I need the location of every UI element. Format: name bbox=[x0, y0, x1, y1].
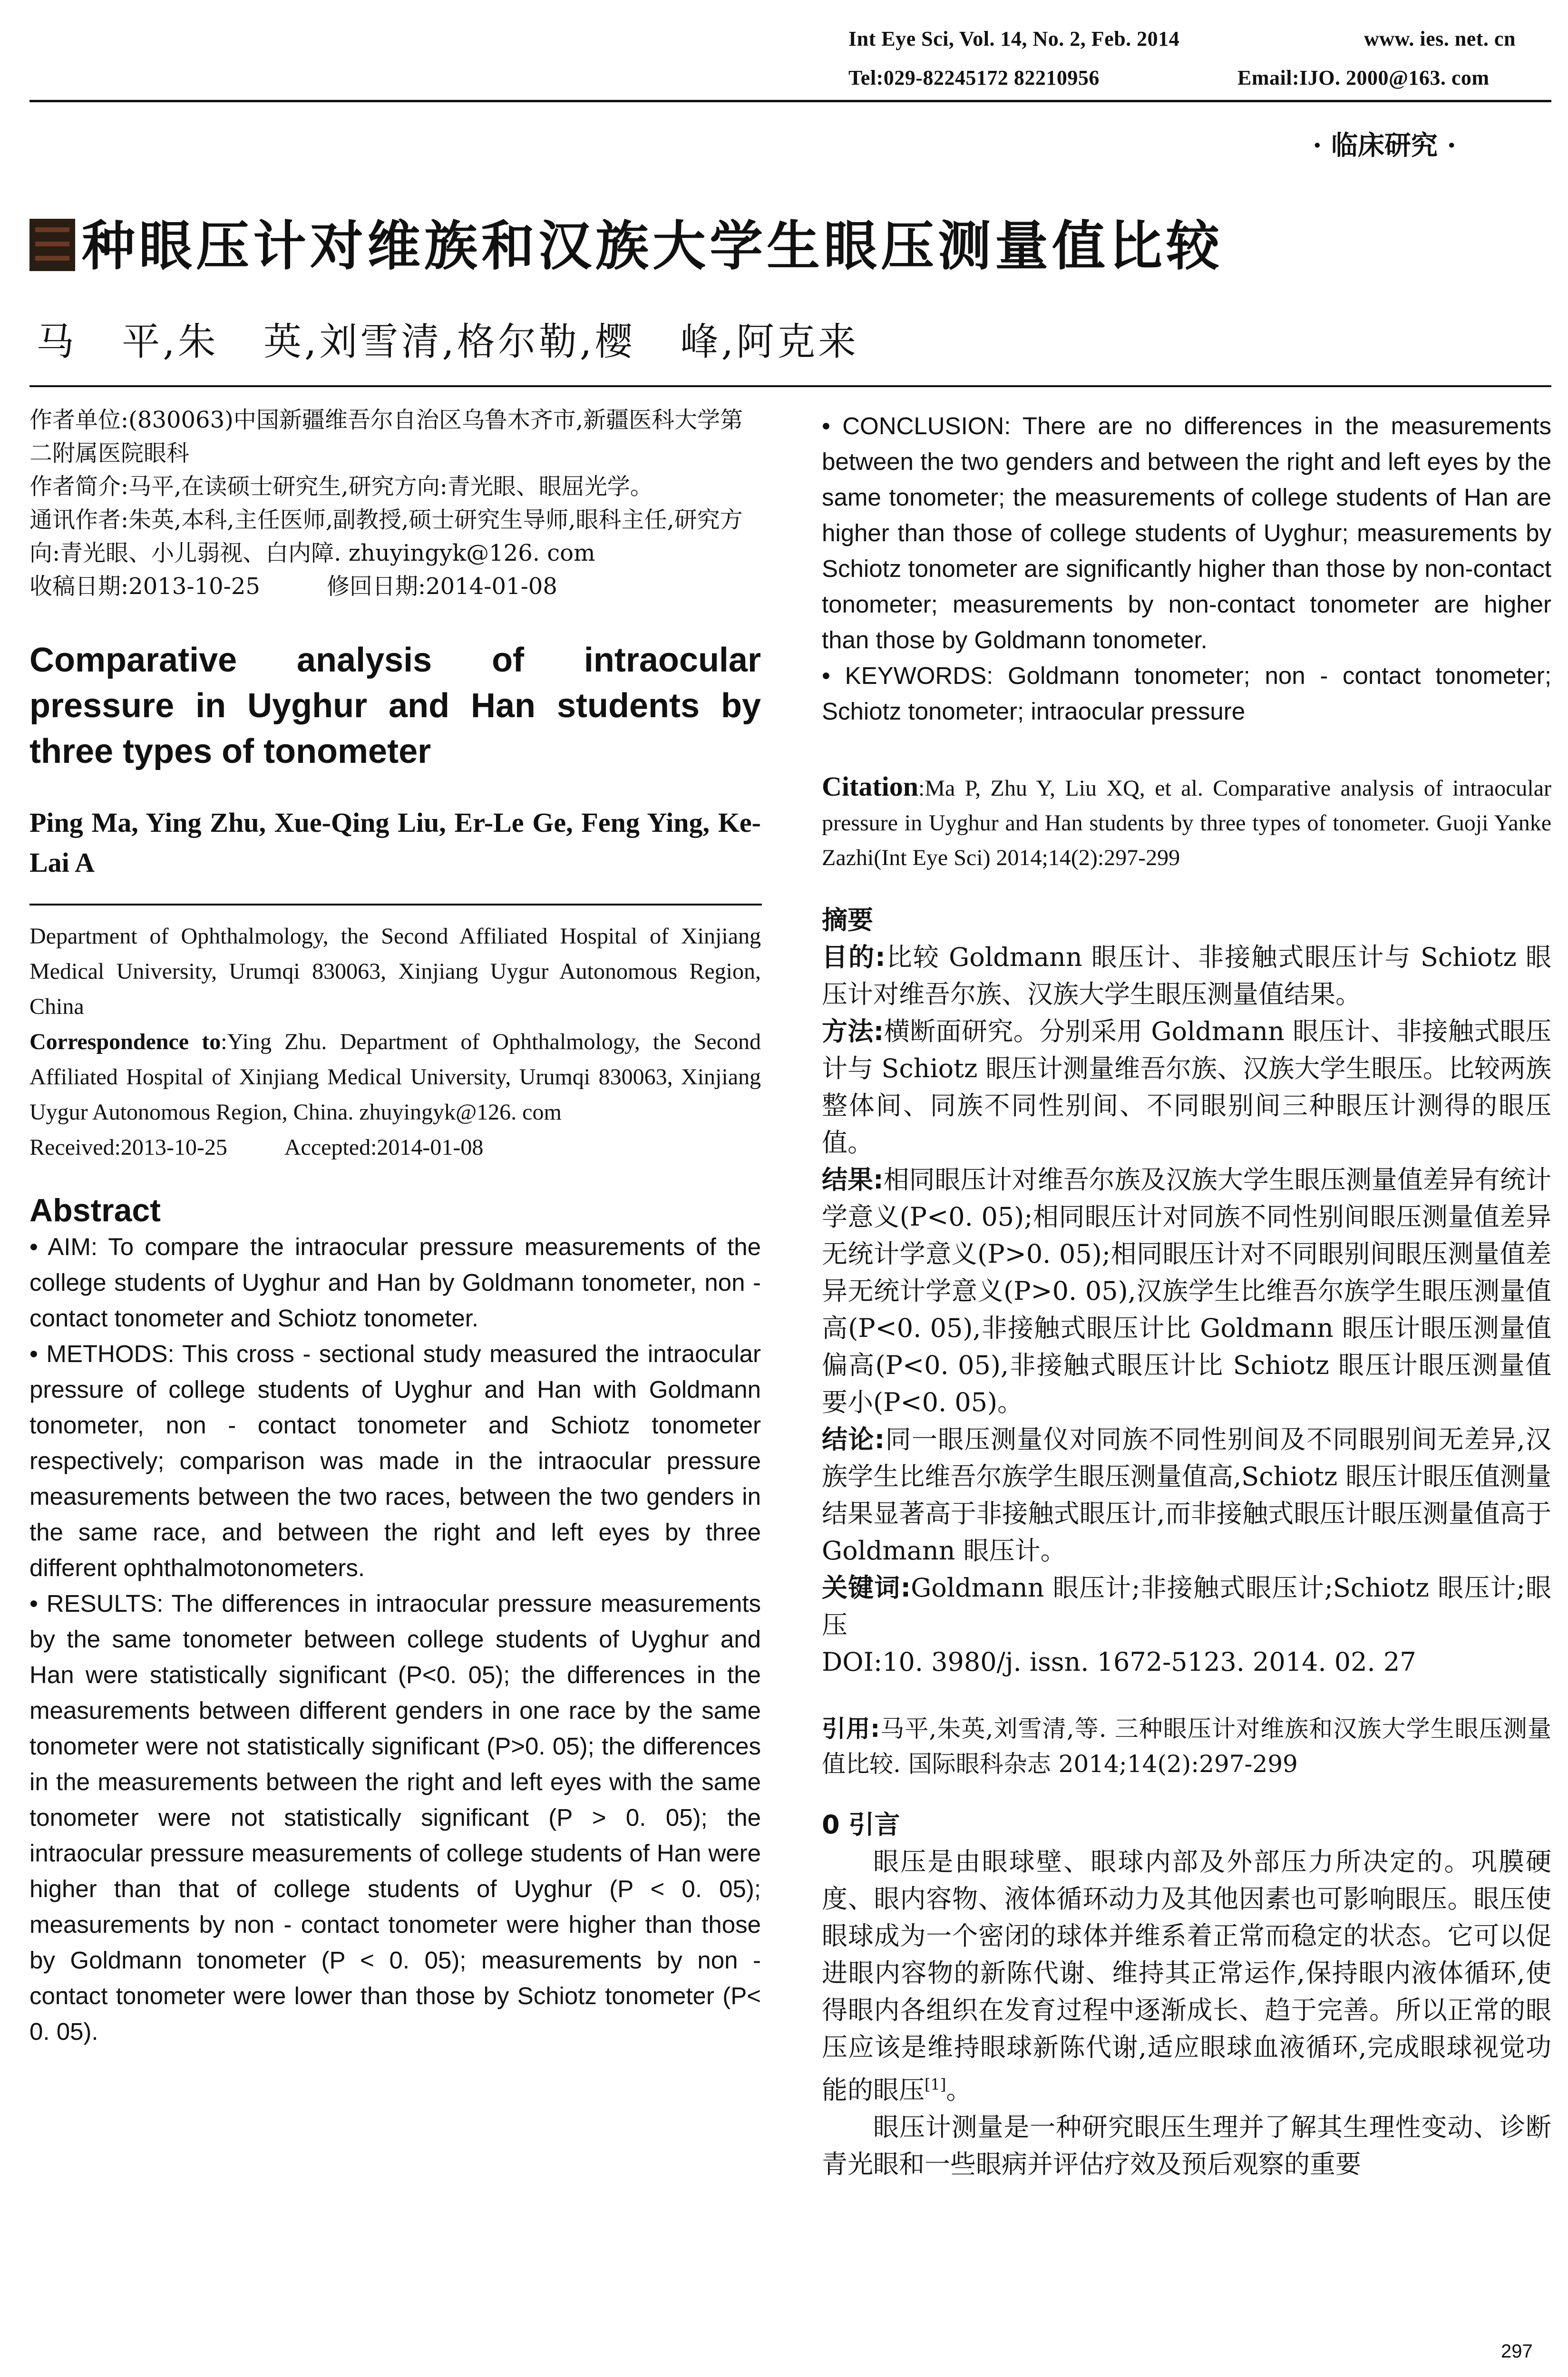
received-date-en: Received:2013-10-25 bbox=[29, 1135, 227, 1160]
journal-website[interactable]: www. ies. net. cn bbox=[1364, 27, 1516, 50]
citation-en bbox=[822, 769, 1551, 875]
abstract-body-continued bbox=[822, 408, 1551, 729]
intro-paragraph-2: 眼压计测量是一种研究眼压生理并了解其生理性变动、诊断青光眼和一些眼病并评估疗效及预后观察的重要 bbox=[822, 2112, 1551, 2179]
abstract-methods: • METHODS: This cross - sectional study measured the intraocular pressure of college students of Uyghur and Han with Goldmann tonometer, non - contact tonometer and Schiotz tonometer respectively; comparison was made in the intraocular pressure measurements between the two races, between the two genders in the same race, and between the right and left eyes by three different ophthalmotonometers. bbox=[29, 1340, 761, 1581]
zhaiyao-block bbox=[822, 902, 1551, 1681]
title-rule bbox=[29, 385, 1551, 387]
jielun-text: 同一眼压测量仪对同族不同性别间及不同眼别间无差异,汉族学生比维吾尔族学生眼压测量值高,Schiotz 眼压计眼压值测量结果显著高于非接触式眼压计,而非接触式眼压计眼压测量值高于 Goldmann 眼压计。 bbox=[822, 1424, 1551, 1566]
english-title: Comparative analysis of intraocular pressure in Uyghur and Han students by three types of tonometer bbox=[29, 641, 761, 770]
abstract-results: • RESULTS: The differences in intraocular pressure measurements by the same tonometer between college students of Uyghur and Han were statistically significant (P<0. 05); the differences in the measurements between different genders in one race by the same tonometer were not statistically significant (P>0. 05); the differences in the measurements between the right and left eyes with the same tonometer were not statistically significant (P > 0. 05); the intraocular pressure measurements of college students of Han were higher than that of college students of Uyghur (P < 0. 05); measurements by non - contact tonometer were higher than those by Goldmann tonometer (P < 0. 05); measurements by non - contact tonometer were lower than those by Schiotz tonometer (P< 0. 05). bbox=[29, 1590, 761, 2045]
english-authors: Ping Ma, Ying Zhu, Xue-Qing Liu, Er-Le Ge, Feng Ying, Ke-Lai A bbox=[29, 807, 761, 878]
introduction bbox=[822, 1806, 1551, 2183]
dates-cn bbox=[29, 570, 761, 603]
jieguo-label: 结果: bbox=[822, 1165, 884, 1195]
citation-label: Citation bbox=[822, 771, 918, 802]
zhaiyao-fangfa bbox=[822, 1013, 1551, 1161]
mudi-text: 比较 Goldmann 眼压计、非接触式眼压计与 Schiotz 眼压计对维吾尔族、汉族大学生眼压测量值结果。 bbox=[822, 942, 1551, 1009]
fangfa-text: 横断面研究。分别采用 Goldmann 眼压计、非接触式眼压计与 Schiotz 眼压计测量维吾尔族、汉族大学生眼压。比较两族整体间、同族不同性别间、不同眼别间三种眼压计测得的眼压值。 bbox=[822, 1016, 1551, 1158]
received-date-cn: 收稿日期:2013-10-25 bbox=[29, 573, 260, 600]
mudi-label: 目的: bbox=[822, 942, 886, 972]
zhaiyao-mudi bbox=[822, 939, 1551, 1013]
yinyong-label: 引用: bbox=[822, 1715, 880, 1743]
right-column bbox=[822, 408, 1551, 2183]
zhaiyao-jieguo bbox=[822, 1161, 1551, 1421]
citation-cn bbox=[822, 1711, 1551, 1782]
author-correspondence-cn: 通讯作者:朱英,本科,主任医师,副教授,硕士研究生导师,眼科主任,研究方向:青光眼、小儿弱视、白内障. zhuyingyk@126. com bbox=[29, 507, 743, 566]
revised-date-cn: 修回日期:2014-01-08 bbox=[326, 573, 557, 600]
keywords-text-cn: Goldmann 眼压计;非接触式眼压计;Schiotz 眼压计;眼压 bbox=[822, 1573, 1551, 1640]
abstract-conclusion: • CONCLUSION: There are no differences in the measurements between the two genders and between the right and left eyes by the same tonometer; the measurements of college students of Han are higher than those of college students of Uyghur; measurements by Schiotz tonometer are significantly higher than those by non-contact tonometer; measurements by non-contact tonometer are higher than those by Goldmann tonometer. bbox=[822, 412, 1551, 653]
page-number: 297 bbox=[1501, 2341, 1533, 2362]
journal-tel: Tel:029-82245172 82210956 bbox=[848, 66, 1100, 89]
affiliation-en: Department of Ophthalmology, the Second Affiliated Hospital of Xinjiang Medical University, Urumqi 830063, Xinjiang Uygur Autonomous Region, China bbox=[29, 924, 761, 1019]
yinyong-text: 马平,朱英,刘雪清,等. 三种眼压计对维族和汉族大学生眼压测量值比较. 国际眼科杂志 2014;14(2):297-299 bbox=[822, 1715, 1551, 1778]
affiliation-block bbox=[29, 919, 761, 1165]
header-rule bbox=[29, 100, 1551, 102]
author-info bbox=[29, 403, 761, 603]
abstract-body bbox=[29, 1229, 761, 2049]
authors-cn: 马 平,朱 英,刘雪清,格尔勒,樱 峰,阿克来 bbox=[36, 320, 859, 364]
title-text: 种眼压计对维族和汉族大学生眼压测量值比较 bbox=[82, 215, 1223, 277]
zhaiyao-heading: 摘要 bbox=[822, 905, 873, 935]
abstract-aim: • AIM: To compare the intraocular pressure measurements of the college students of Uyghur and Han by Goldmann tonometer, non - contact tonometer and Schiotz tonometer. bbox=[29, 1233, 761, 1332]
journal-email[interactable]: Email:IJO. 2000@163. com bbox=[1237, 66, 1490, 89]
doi[interactable]: DOI:10. 3980/j. issn. 1672-5123. 2014. 02. 27 bbox=[822, 1647, 1416, 1677]
left-column bbox=[29, 403, 761, 2049]
jielun-label: 结论: bbox=[822, 1424, 885, 1454]
zhaiyao-jielun bbox=[822, 1421, 1551, 1569]
keywords-label-cn: 关键词: bbox=[822, 1573, 911, 1603]
zhaiyao-keywords bbox=[822, 1569, 1551, 1644]
intro-paragraph-1 bbox=[822, 1843, 1551, 2109]
fangfa-label: 方法: bbox=[822, 1016, 884, 1046]
intro-p1-end: 。 bbox=[946, 2075, 972, 2105]
dates-en bbox=[29, 1130, 761, 1165]
jieguo-text: 相同眼压计对维吾尔族及汉族大学生眼压测量值差异有统计学意义(P<0. 05);相同眼压计对同族不同性别间眼压测量值差异无统计学意义(P>0. 05);相同眼压计对不同眼别间眼压测量值差异无统计学意义(P>0. 05),汉族学生比维吾尔族学生眼压测量值高(P<0. 05),非接触式眼压计比 Goldmann 眼压计眼压测量值偏高(P<0. 05),非接触式眼压计比 Schiotz 眼压计眼压测量值要小(P<0. 05)。 bbox=[822, 1165, 1551, 1417]
reference-1[interactable]: [1] bbox=[925, 2075, 946, 2094]
correspondence-en bbox=[29, 1024, 761, 1130]
intro-p1-text: 眼压是由眼球壁、眼球内部及外部压力所决定的。巩膜硬度、眼内容物、液体循环动力及其他因素也可影响眼压。眼压使眼球成为一个密闭的球体并维系着正常而稳定的状态。它可以促进眼内容物的新陈代谢、维持其正常运作,保持眼内液体循环,使得眼内各组织在发育过程中逐渐成长、趋于完善。所以正常的眼压应该是维持眼球新陈代谢,适应眼球血液循环,完成眼球视觉功能的眼压 bbox=[822, 1847, 1551, 2105]
abstract-keywords: • KEYWORDS: Goldmann tonometer; non - contact tonometer; Schiotz tonometer; intraocular pressure bbox=[822, 662, 1551, 725]
authors-rule bbox=[29, 904, 762, 906]
title-initial-glyph-image bbox=[29, 219, 75, 271]
section-tag: · 临床研究 · bbox=[1313, 130, 1456, 161]
intro-heading: 0 引言 bbox=[822, 1810, 900, 1840]
page-title bbox=[29, 204, 1223, 280]
citation-text: :Ma P, Zhu Y, Liu XQ, et al. Comparative analysis of intraocular pressure in Uyghur and Han students by three types of tonometer. Guoji Yanke Zazhi(Int Eye Sci) 2014;14(2):297-299 bbox=[822, 776, 1551, 870]
accepted-date-en: Accepted:2014-01-08 bbox=[284, 1135, 484, 1160]
author-unit: 作者单位:(830063)中国新疆维吾尔自治区乌鲁木齐市,新疆医科大学第二附属医院眼科 bbox=[29, 407, 743, 467]
journal-info: Int Eye Sci, Vol. 14, No. 2, Feb. 2014 bbox=[848, 27, 1180, 50]
correspondence-text: :Ying Zhu. Department of Ophthalmology, the Second Affiliated Hospital of Xinjiang Medical University, Urumqi 830063, Xinjiang Uygur Autonomous Region, China. zhuyingyk@126. com bbox=[29, 1029, 761, 1125]
author-bio: 作者简介:马平,在读硕士研究生,研究方向:青光眼、眼屈光学。 bbox=[29, 473, 653, 500]
correspondence-label: Correspondence to bbox=[29, 1029, 221, 1054]
abstract-heading: Abstract bbox=[29, 1192, 161, 1228]
